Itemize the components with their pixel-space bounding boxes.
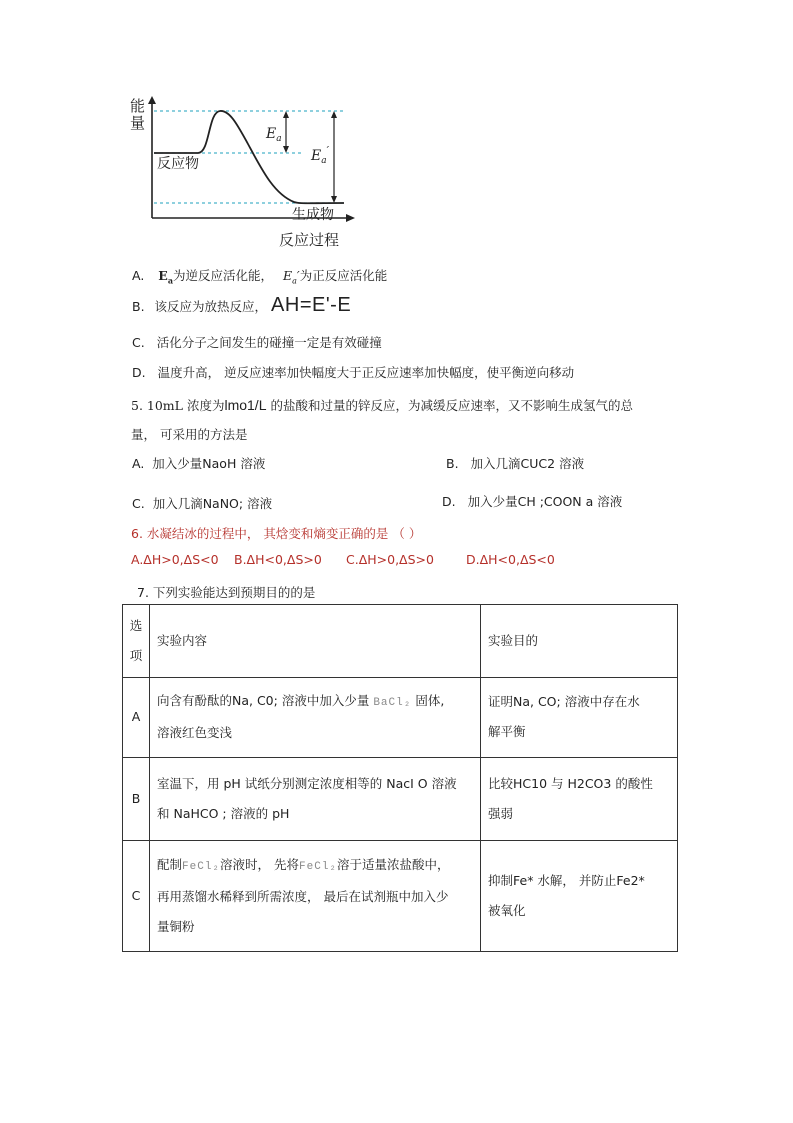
reactants-label: 反应物	[157, 156, 199, 172]
q6-option-a: A.ΔH>0,ΔS<0	[131, 552, 219, 567]
y-axis-label-2: 量	[130, 114, 146, 132]
option-letter: A.	[132, 268, 145, 283]
row-content: 配制FeCl₂溶液时， 先将FeCl₂溶于适量浓盐酸中， 再用蒸馏水稀释到所需浓度， 最后在试剂瓶中加入少 量铜粉	[150, 841, 481, 952]
header-content: 实验内容	[150, 605, 481, 678]
q4-option-d	[132, 363, 574, 381]
y-axis-label-1: 能	[130, 97, 146, 115]
q6-option-d: D.ΔH<0,ΔS<0	[466, 552, 555, 567]
option-text: 温度升高， 逆反应速率加快幅度大于正反应速率加快幅度，使平衡逆向移动	[157, 365, 575, 380]
row-option: B	[123, 758, 150, 841]
row-purpose: 证明Na, CO; 溶液中存在水 解平衡	[481, 677, 678, 758]
q5-option-c: C. 加入几滴NaNO; 溶液	[132, 496, 273, 511]
q5-option-a: A. 加入少量NaoH 溶液	[132, 456, 266, 471]
ea-prime-label: $E_a'$	[311, 144, 330, 166]
chem-formula-image: FeCl₂	[299, 861, 338, 873]
experiment-table	[122, 604, 678, 952]
ea-prime-arrow-top	[331, 111, 337, 118]
q5-option-d: D. 加入少量CH ;COON a 溶液	[442, 494, 623, 509]
ea-prime-arrow-bottom	[331, 196, 337, 203]
header-purpose: 实验目的	[481, 605, 678, 678]
q4-option-b	[132, 294, 351, 317]
concentration: lmo1/L	[224, 397, 267, 413]
energy-profile-diagram	[126, 94, 366, 254]
ea-arrow-top	[283, 111, 289, 118]
q7-stem: 7. 下列实验能达到预期目的的是	[137, 585, 316, 600]
row-content: 室温下，用 pH 试纸分别测定浓度相等的 NacI O 溶液 和 NaHCO ; 溶液的 pH	[150, 758, 481, 841]
option-text: 活化分子之间发生的碰撞一定是有效碰撞	[156, 335, 382, 350]
header-option: 选 项	[123, 605, 150, 678]
chem-formula-image: FeCl₂	[182, 861, 221, 873]
chem-formula-image: BaCl₂	[373, 697, 412, 710]
table-row	[123, 677, 678, 758]
q6-option-c: C.ΔH>0,ΔS>0	[346, 552, 434, 567]
products-label: 生成物	[292, 207, 334, 223]
option-letter: D.	[132, 365, 146, 380]
table-row	[123, 841, 678, 952]
row-content: 向含有酚酞的Na, C0; 溶液中加入少量 BaCl₂ 固体, 溶液红色变浅	[150, 677, 481, 758]
table-row	[123, 758, 678, 841]
x-axis-label: 反应过程	[279, 231, 340, 249]
enthalpy-formula: AH=E'-E	[271, 294, 352, 316]
y-axis-arrow	[148, 96, 156, 104]
q4-option-a: A. $E_a$为逆反应活化能， $E_a'$为正反应活化能	[132, 268, 388, 286]
option-text: 该反应为放热反应，	[154, 299, 268, 314]
option-text: 为正反应活化能	[299, 268, 388, 283]
q6-option-b: B.ΔH<0,ΔS>0	[234, 552, 322, 567]
row-purpose: 比较HC10 与 H2CO3 的酸性 强弱	[481, 758, 678, 841]
ea-arrow-bottom	[283, 146, 289, 153]
question-number: 5. 10mL	[131, 398, 183, 413]
option-letter: B.	[132, 299, 145, 314]
table-header-row	[123, 605, 678, 678]
q5-stem-line2: 量， 可采用的方法是	[131, 427, 248, 442]
q5-option-b: B. 加入几滴CUC2 溶液	[446, 456, 585, 471]
ea-label: $E_a$	[266, 126, 282, 144]
row-option: A	[123, 677, 150, 758]
q6-stem: 6. 水凝结冰的过程中， 其焓变和熵变正确的是 （ ）	[131, 526, 422, 541]
x-axis-arrow	[346, 214, 355, 222]
option-text: 为逆反应活化能，	[173, 268, 274, 283]
option-letter: C.	[132, 335, 145, 350]
row-purpose: 抑制Fe* 水解， 并防止Fe2* 被氧化	[481, 841, 678, 952]
q4-option-c	[132, 333, 382, 351]
row-option: C	[123, 841, 150, 952]
q5-stem: 5. 10mL 浓度为lmo1/L 的盐酸和过量的锌反应，为减缓反应速率，又不影响生成氢气的总	[131, 397, 633, 413]
